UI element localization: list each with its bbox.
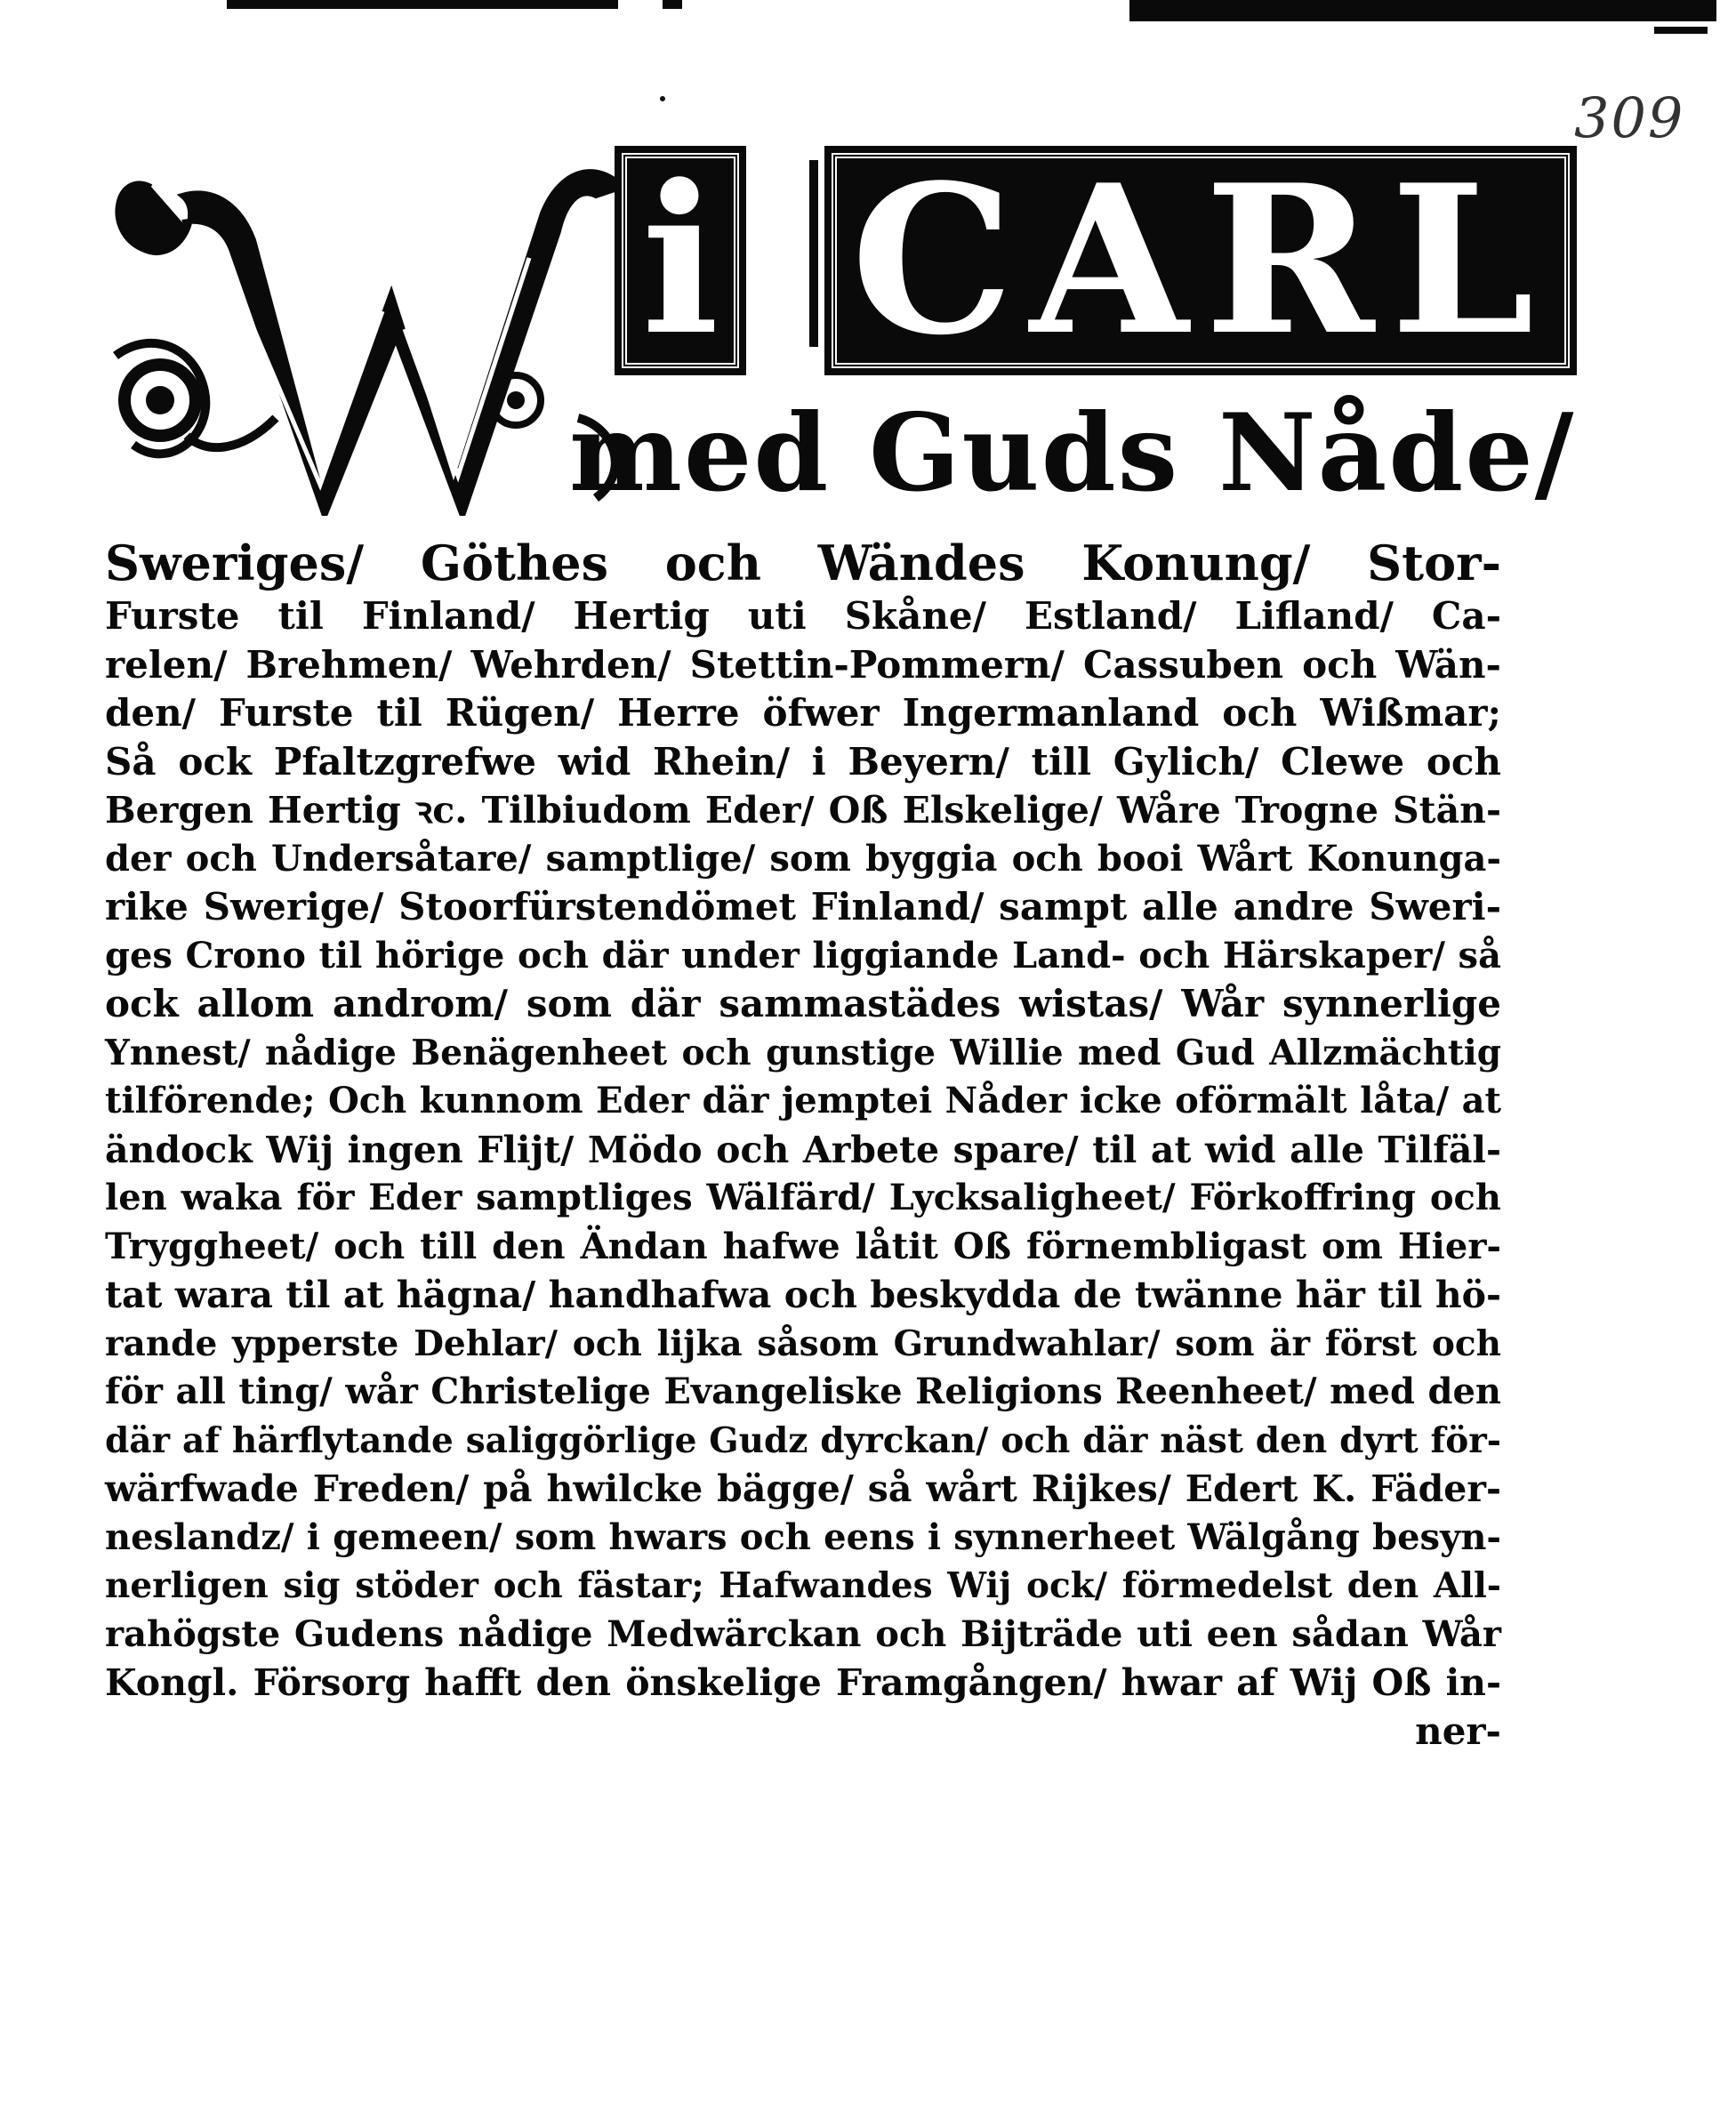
ink-speck [660,96,665,101]
top-printed-rule [1654,27,1708,34]
text-line: Ynnest/ nådige Benägenheet och gunstige Willie med Gud Allzmächtig [105,1032,1501,1073]
text-line: tat wara til at hägna/ handhafwa och beskydda de twänne här til hö- [105,1274,1501,1316]
text-line: den/ Furste til Rügen/ Herre öfwer Ingermanland och Wißmar; [105,691,1501,735]
body-text [105,534,1501,1756]
text-line: rahögste Gudens nådige Medwärckan och Bijträde uti een sådan Wår [105,1612,1501,1655]
text-line: Bergen Hertig ꝛc. Tilbiudom Eder/ Oß Elskelige/ Wåre Trogne Stän- [105,789,1501,832]
text-line: wärfwade Freden/ på hwilcke bägge/ så wårt Rijkes/ Edert K. Fäder- [105,1467,1501,1510]
text-line: der och Undersåtare/ samptlige/ som byggia och booi Wårt Konunga- [105,837,1501,880]
text-line: ges Crono til hörige och där under liggiande Land- och Härskaper/ så [105,934,1501,977]
text-line: ock allom androm/ som där sammastädes wistas/ Wår synnerlige [105,982,1501,1025]
top-printed-rule [663,0,682,9]
text-line: tilförende; Och kunnom Eder där jemptei Nåder icke oförmält låta/ at [105,1080,1501,1121]
text-line: Sweriges/ Göthes och Wändes Konung/ Stor- [105,535,1501,591]
top-printed-rule [227,0,618,9]
text-line: nerligen sig stöder och fästar; Hafwandes Wij ock/ förmedelst den All- [105,1565,1501,1606]
text-line: där af härflytande saliggörlige Gudz dyrckan/ och där näst den dyrt för- [105,1419,1501,1461]
heading-word-wi-text: i [622,153,738,368]
heading-word-wi [560,140,800,381]
text-line: ändock Wij ingen Flijt/ Mödo och Arbete spare/ til at wid alle Tilfäl- [105,1128,1501,1171]
top-printed-rule [1129,0,1716,21]
catchword: ner- [1415,1708,1501,1753]
text-line: rike Swerige/ Stoorfürstendömet Finland/ sampt alle andre Sweri- [105,885,1501,928]
text-line: Tryggheet/ och till den Ändan hafwe låtit Oß förnembligast om Hier- [105,1225,1501,1267]
heading-word-karl [836,140,1565,381]
text-line: len waka för Eder samptliges Wälfärd/ Lycksaligheet/ Förkoffring och [105,1177,1501,1218]
text-line: relen/ Brehmen/ Wehrden/ Stettin-Pommern/ Cassuben och Wän- [105,642,1501,687]
heading-divider [809,160,818,347]
text-line: Furste til Finland/ Hertig uti Skåne/ Estland/ Lifland/ Ca- [105,594,1501,638]
text-line: för all ting/ wår Christelige Evangeliske Religions Reenheet/ med den [105,1371,1501,1412]
ornamental-heading [98,133,1576,525]
heading-word-karl-text: CARL [832,153,1570,368]
heading-subtitle: med Guds Nåde/ [569,390,1576,516]
text-line: Kongl. Försorg hafft den önskelige Framgången/ hwar af Wij Oß in- [105,1661,1501,1704]
text-line: Så ock Pfaltzgrefwe wid Rhein/ i Beyern/ till Gylich/ Clewe och [105,739,1501,784]
text-line: neslandz/ i gemeen/ som hwars och eens i synnerheet Wälgång besyn- [105,1515,1501,1558]
text-line: rande ypperste Dehlar/ och lijka såsom Grundwahlar/ som är först och [105,1322,1501,1364]
folio-number: 309 [1574,85,1685,150]
